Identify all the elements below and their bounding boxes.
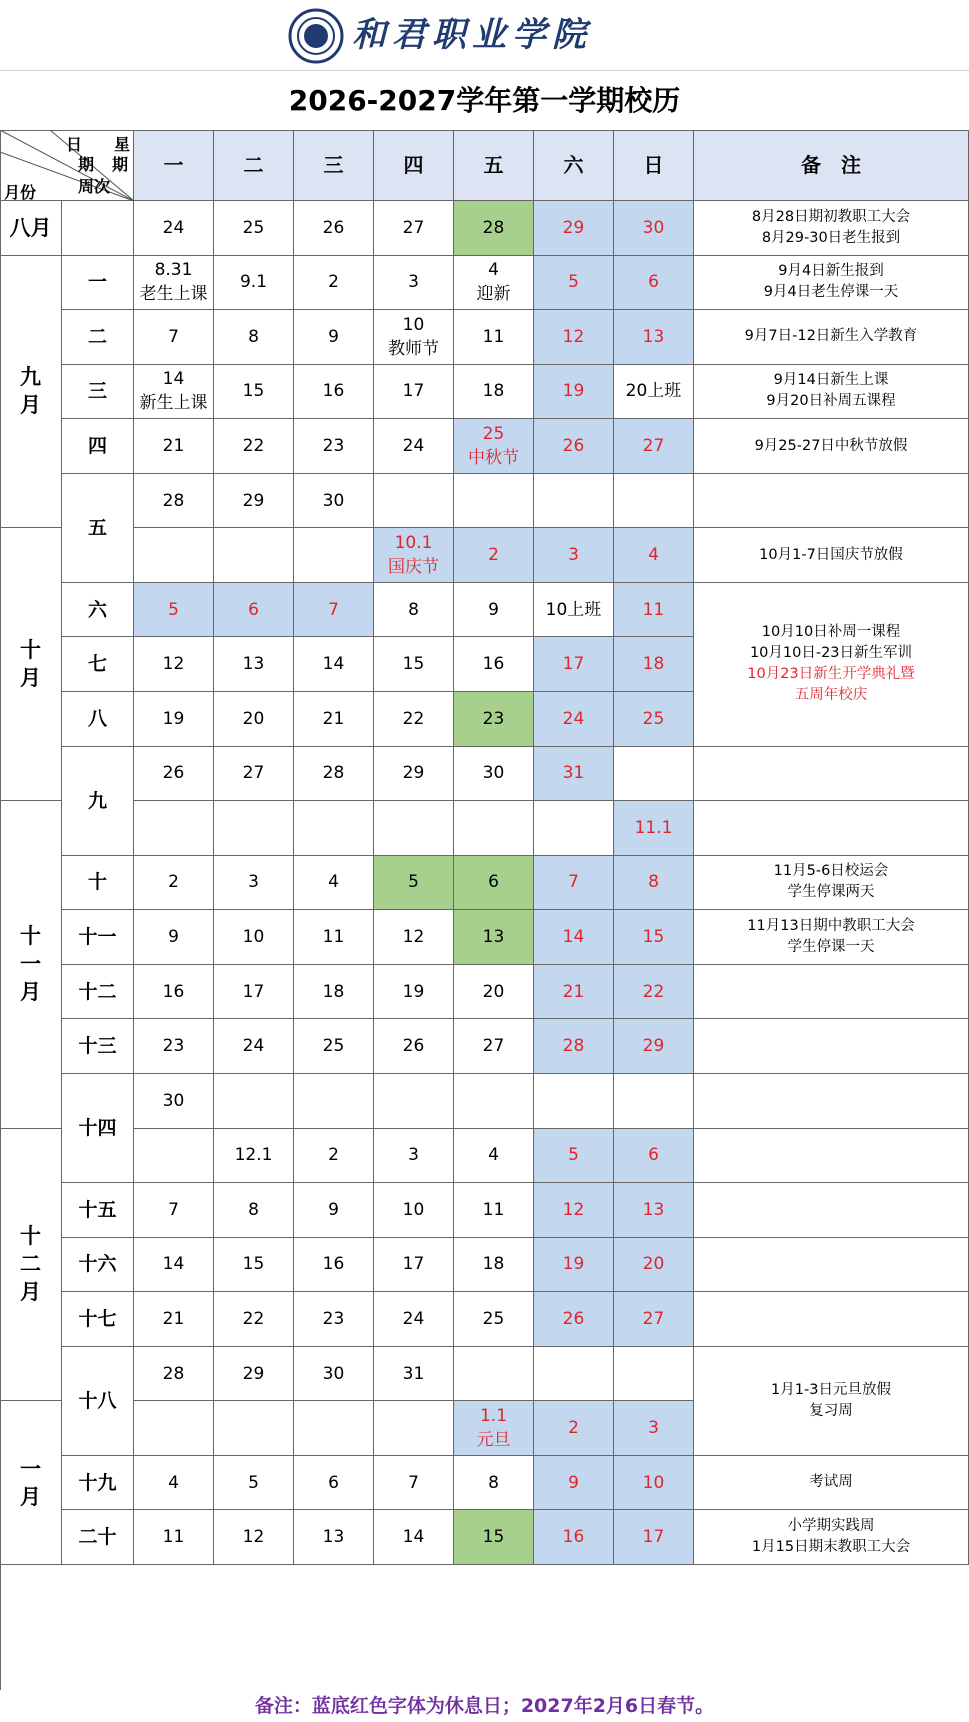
day-cell: 8: [374, 583, 454, 638]
day-cell: 23: [294, 419, 374, 474]
week-cell: 十: [62, 856, 134, 911]
day-cell: 14: [534, 910, 614, 965]
remark-cell: [694, 910, 969, 965]
weekday-header: 四: [374, 130, 454, 201]
day-cell: 9: [134, 910, 214, 965]
day-cell: 19: [374, 965, 454, 1020]
day-cell: [294, 801, 374, 856]
corner-week-label: 周次: [78, 177, 111, 196]
day-cell: 10: [214, 910, 294, 965]
week-cell: 五: [62, 474, 134, 583]
day-cell: 27: [214, 747, 294, 802]
day-cell: 20: [454, 965, 534, 1020]
remark-header: 备 注: [694, 130, 969, 201]
remark-cell: [694, 365, 969, 420]
day-cell: 9: [294, 1183, 374, 1238]
day-cell: [614, 1074, 694, 1129]
day-cell: 8.31 老生上课: [134, 256, 214, 311]
day-cell: 16: [294, 365, 374, 420]
day-cell: 15: [374, 637, 454, 692]
remark-cell: [694, 1510, 969, 1565]
day-cell: 6: [214, 583, 294, 638]
day-cell: [534, 801, 614, 856]
remark-cell: [694, 801, 969, 856]
month-cell: 十 二 月: [0, 1129, 62, 1402]
month-cell: 八月: [0, 201, 62, 256]
day-cell: 6: [294, 1456, 374, 1511]
day-cell: [214, 801, 294, 856]
day-cell: 21: [534, 965, 614, 1020]
remark-text: 10月10日补周一课程 10月10日-23日新生军训: [749, 624, 913, 662]
day-cell: [134, 801, 214, 856]
day-cell: [454, 801, 534, 856]
day-cell: [374, 801, 454, 856]
day-cell: 29: [614, 1019, 694, 1074]
day-cell: 8: [614, 856, 694, 911]
day-cell: 13: [454, 910, 534, 965]
day-cell: 4 迎新: [454, 256, 534, 311]
day-cell: 12: [374, 910, 454, 965]
remark-cell: [694, 747, 969, 802]
day-cell: 14: [134, 1238, 214, 1293]
day-cell: 8: [454, 1456, 534, 1511]
day-cell: 15: [454, 1510, 534, 1565]
day-cell: 26: [134, 747, 214, 802]
day-cell: 4: [454, 1129, 534, 1184]
day-cell: 4: [614, 528, 694, 583]
day-cell: [614, 1347, 694, 1402]
day-cell: 22: [214, 1292, 294, 1347]
remark-cell: [694, 256, 969, 311]
day-cell: 3: [534, 528, 614, 583]
day-cell: 25: [294, 1019, 374, 1074]
day-cell: 26: [534, 1292, 614, 1347]
remark-text: 小学期实践周 1月15日期末教职工大会: [751, 1518, 911, 1556]
day-cell: 17: [614, 1510, 694, 1565]
day-cell: 22: [214, 419, 294, 474]
day-cell: 9.1: [214, 256, 294, 311]
day-cell: 23: [454, 692, 534, 747]
day-cell: 3: [374, 1129, 454, 1184]
day-cell: 29: [534, 201, 614, 256]
month-cell: 九 月: [0, 256, 62, 529]
day-cell: 19: [534, 365, 614, 420]
day-cell: 16: [534, 1510, 614, 1565]
page-title: 2026-2027学年第一学期校历: [0, 70, 969, 131]
day-cell: 18: [454, 1238, 534, 1293]
day-cell: 12: [534, 1183, 614, 1238]
day-cell: 29: [214, 474, 294, 529]
week-cell: 十八: [62, 1347, 134, 1456]
week-cell: 三: [62, 365, 134, 420]
day-cell: 21: [134, 419, 214, 474]
footer-note: 备注：蓝底红色字体为休息日；2027年2月6日春节。: [254, 1695, 715, 1717]
day-cell: 16: [454, 637, 534, 692]
week-cell: 九: [62, 747, 134, 856]
day-cell: 12.1: [214, 1129, 294, 1184]
corner-xing-label: 星: [114, 135, 131, 154]
day-cell: 25 中秋节: [454, 419, 534, 474]
day-cell: 9: [534, 1456, 614, 1511]
day-cell: 19: [534, 1238, 614, 1293]
week-cell: 十三: [62, 1019, 134, 1074]
day-cell: 6: [614, 256, 694, 311]
day-cell: 2: [134, 856, 214, 911]
week-cell: 十一: [62, 910, 134, 965]
remark-text: 11月5-6日校运会 学生停课两天: [773, 863, 889, 901]
day-cell: 10 教师节: [374, 310, 454, 365]
day-cell: 21: [294, 692, 374, 747]
day-cell: 13: [214, 637, 294, 692]
remark-text: 1月1-3日元旦放假 复习周: [771, 1381, 891, 1419]
day-cell: 8: [214, 310, 294, 365]
corner-qi-label-2: 期: [112, 155, 129, 174]
day-cell: 29: [214, 1347, 294, 1402]
day-cell: [454, 1074, 534, 1129]
day-cell: 4: [134, 1456, 214, 1511]
day-cell: 11: [134, 1510, 214, 1565]
day-cell: 30: [294, 474, 374, 529]
day-cell: 9: [294, 310, 374, 365]
remark-text: 9月7日-12日新生入学教育: [744, 328, 918, 345]
day-cell: 22: [374, 692, 454, 747]
day-cell: [614, 474, 694, 529]
day-cell: 15: [214, 1238, 294, 1293]
week-cell: 二十: [62, 1510, 134, 1565]
day-cell: 24: [134, 201, 214, 256]
day-cell: [534, 1347, 614, 1402]
day-cell: [454, 474, 534, 529]
day-cell: 2: [454, 528, 534, 583]
day-cell: 25: [214, 201, 294, 256]
remark-cell: [694, 1019, 969, 1074]
day-cell: 16: [294, 1238, 374, 1293]
day-cell: 24: [374, 419, 454, 474]
remark-cell: [694, 856, 969, 911]
remark-cell: [694, 1074, 969, 1129]
day-cell: 18: [454, 365, 534, 420]
day-cell: 14: [374, 1510, 454, 1565]
remark-cell: [694, 1456, 969, 1511]
week-cell: 十九: [62, 1456, 134, 1511]
remark-cell: [694, 965, 969, 1020]
week-cell: 七: [62, 637, 134, 692]
day-cell: 21: [134, 1292, 214, 1347]
day-cell: 13: [614, 310, 694, 365]
remark-text: 9月14日新生上课 9月20日补周五课程: [766, 372, 896, 410]
week-cell: 十二: [62, 965, 134, 1020]
day-cell: 16: [134, 965, 214, 1020]
day-cell: [134, 528, 214, 583]
day-cell: 12: [534, 310, 614, 365]
day-cell: 26: [374, 1019, 454, 1074]
day-cell: 7: [134, 1183, 214, 1238]
day-cell: [214, 528, 294, 583]
month-cell: 十 一 月: [0, 801, 62, 1128]
day-cell: 8: [214, 1183, 294, 1238]
day-cell: 11: [454, 1183, 534, 1238]
day-cell: 14 新生上课: [134, 365, 214, 420]
week-cell: 二: [62, 310, 134, 365]
remark-text: 考试周: [809, 1474, 853, 1491]
day-cell: 30: [294, 1347, 374, 1402]
remark-text: 10月23日新生开学典礼暨 五周年校庆: [747, 666, 915, 704]
day-cell: 26: [534, 419, 614, 474]
remark-text: 9月4日新生报到 9月4日老生停课一天: [763, 263, 899, 301]
day-cell: [374, 1401, 454, 1456]
week-cell: 八: [62, 692, 134, 747]
day-cell: [294, 1074, 374, 1129]
day-cell: [374, 474, 454, 529]
month-cell: 十 月: [0, 528, 62, 801]
day-cell: [374, 1074, 454, 1129]
day-cell: [134, 1129, 214, 1184]
remark-cell: [694, 201, 969, 256]
day-cell: 3: [214, 856, 294, 911]
day-cell: 30: [614, 201, 694, 256]
month-cell: 一 月: [0, 1401, 62, 1565]
day-cell: 5: [214, 1456, 294, 1511]
corner-qi-label-1: 期: [78, 155, 95, 174]
day-cell: 31: [534, 747, 614, 802]
day-cell: 3: [374, 256, 454, 311]
remark-text: 8月28日期初教职工大会 8月29-30日老生报到: [751, 208, 911, 246]
day-cell: 27: [454, 1019, 534, 1074]
day-cell: 5: [134, 583, 214, 638]
week-cell: 十七: [62, 1292, 134, 1347]
day-cell: 7: [134, 310, 214, 365]
day-cell: 29: [374, 747, 454, 802]
day-cell: 26: [294, 201, 374, 256]
remark-cell: [694, 1183, 969, 1238]
day-cell: 22: [614, 965, 694, 1020]
weekday-header: 三: [294, 130, 374, 201]
day-cell: 11: [614, 583, 694, 638]
day-cell: 24: [214, 1019, 294, 1074]
remark-cell: [694, 528, 969, 583]
day-cell: 30: [454, 747, 534, 802]
day-cell: 12: [214, 1510, 294, 1565]
day-cell: 24: [534, 692, 614, 747]
day-cell: 10.1 国庆节: [374, 528, 454, 583]
remark-text: 9月25-27日中秋节放假: [754, 437, 908, 454]
week-cell: 十五: [62, 1183, 134, 1238]
day-cell: 28: [134, 1347, 214, 1402]
day-cell: 3: [614, 1401, 694, 1456]
weekday-header: 一: [134, 130, 214, 201]
day-cell: 17: [374, 1238, 454, 1293]
day-cell: 10: [614, 1456, 694, 1511]
day-cell: 31: [374, 1347, 454, 1402]
day-cell: 7: [534, 856, 614, 911]
remark-cell: [694, 1129, 969, 1184]
day-cell: 27: [614, 419, 694, 474]
day-cell: 11: [454, 310, 534, 365]
week-cell: 六: [62, 583, 134, 638]
day-cell: 20上班: [614, 365, 694, 420]
remark-cell: [694, 474, 969, 529]
day-cell: 15: [214, 365, 294, 420]
remark-cell: [694, 1238, 969, 1293]
day-cell: 1.1 元旦: [454, 1401, 534, 1456]
day-cell: [294, 528, 374, 583]
day-cell: 2: [294, 256, 374, 311]
day-cell: 7: [294, 583, 374, 638]
weekday-header: 二: [214, 130, 294, 201]
day-cell: 2: [534, 1401, 614, 1456]
day-cell: 6: [454, 856, 534, 911]
remark-cell: [694, 310, 969, 365]
day-cell: 13: [294, 1510, 374, 1565]
weekday-header: 六: [534, 130, 614, 201]
remark-text: 11月13日期中教职工大会 学生停课一天: [747, 918, 915, 956]
day-cell: 18: [614, 637, 694, 692]
day-cell: 20: [614, 1238, 694, 1293]
day-cell: 5: [534, 256, 614, 311]
day-cell: [214, 1401, 294, 1456]
remark-cell: [694, 583, 969, 747]
week-cell: 四: [62, 419, 134, 474]
day-cell: 11: [294, 910, 374, 965]
day-cell: 4: [294, 856, 374, 911]
day-cell: [454, 1347, 534, 1402]
day-cell: [134, 1401, 214, 1456]
week-cell: [62, 201, 134, 256]
day-cell: 6: [614, 1129, 694, 1184]
day-cell: 17: [374, 365, 454, 420]
day-cell: 14: [294, 637, 374, 692]
weekday-header: 五: [454, 130, 534, 201]
day-cell: 27: [614, 1292, 694, 1347]
remark-cell: [694, 419, 969, 474]
day-cell: 30: [134, 1074, 214, 1129]
day-cell: 10: [374, 1183, 454, 1238]
day-cell: [534, 1074, 614, 1129]
day-cell: [294, 1401, 374, 1456]
day-cell: 12: [134, 637, 214, 692]
week-cell: 十四: [62, 1074, 134, 1183]
day-cell: 9: [454, 583, 534, 638]
day-cell: 23: [294, 1292, 374, 1347]
day-cell: 19: [134, 692, 214, 747]
day-cell: 28: [294, 747, 374, 802]
remark-text: 10月1-7日国庆节放假: [759, 546, 903, 563]
day-cell: 25: [454, 1292, 534, 1347]
day-cell: [214, 1074, 294, 1129]
day-cell: 2: [294, 1129, 374, 1184]
remark-cell: [694, 1292, 969, 1347]
day-cell: 28: [534, 1019, 614, 1074]
day-cell: [534, 474, 614, 529]
remark-cell: [694, 1347, 969, 1456]
day-cell: 5: [374, 856, 454, 911]
weekday-header: 日: [614, 130, 694, 201]
day-cell: 13: [614, 1183, 694, 1238]
week-cell: 一: [62, 256, 134, 311]
corner-day-label: 日: [66, 135, 83, 154]
day-cell: [614, 747, 694, 802]
day-cell: 11.1: [614, 801, 694, 856]
week-cell: 十六: [62, 1238, 134, 1293]
day-cell: 27: [374, 201, 454, 256]
day-cell: 17: [534, 637, 614, 692]
corner-month-label: 月份: [4, 183, 37, 202]
day-cell: 10上班: [534, 583, 614, 638]
school-name: 和君职业学院: [352, 15, 592, 55]
day-cell: 28: [134, 474, 214, 529]
day-cell: 28: [454, 201, 534, 256]
day-cell: 7: [374, 1456, 454, 1511]
day-cell: 17: [214, 965, 294, 1020]
day-cell: 15: [614, 910, 694, 965]
day-cell: 20: [214, 692, 294, 747]
day-cell: 5: [534, 1129, 614, 1184]
day-cell: 25: [614, 692, 694, 747]
day-cell: 18: [294, 965, 374, 1020]
day-cell: 24: [374, 1292, 454, 1347]
day-cell: 23: [134, 1019, 214, 1074]
